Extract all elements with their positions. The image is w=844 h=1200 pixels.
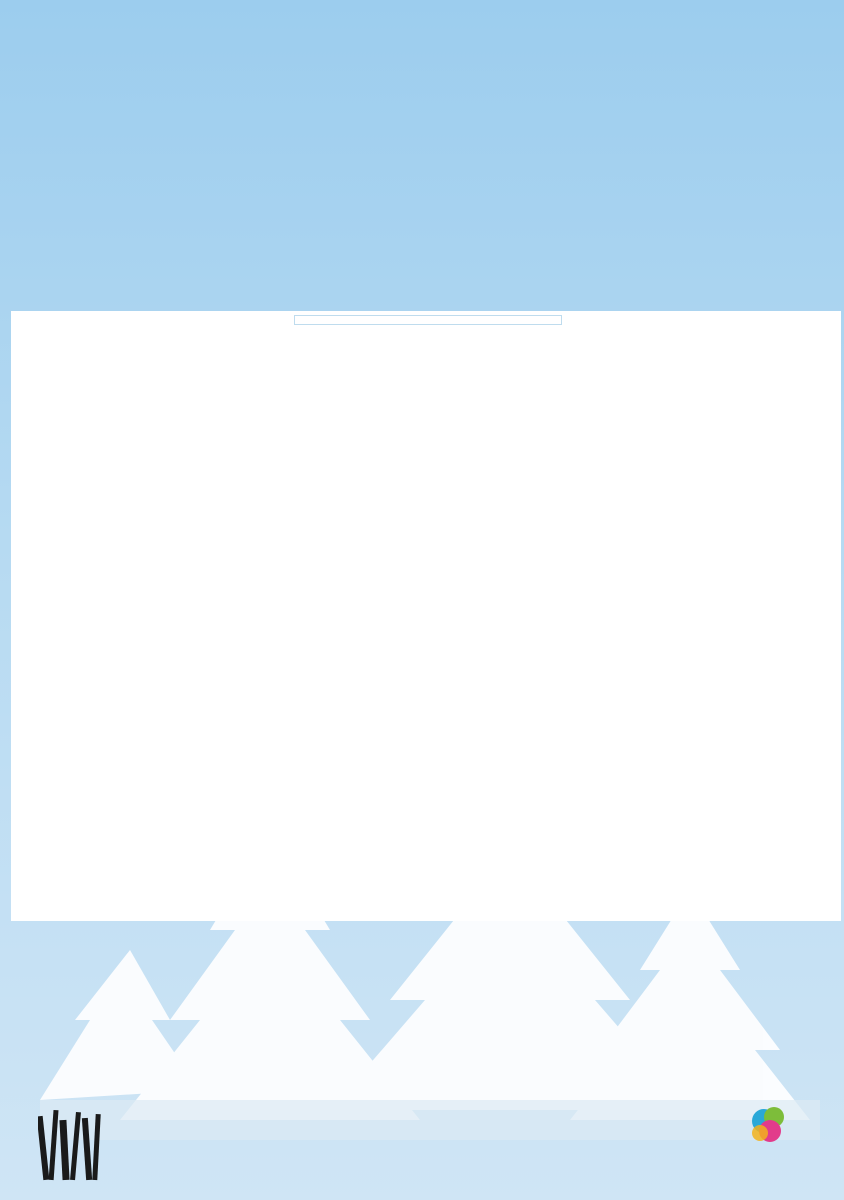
column-middle xyxy=(294,315,562,329)
top-rows xyxy=(295,316,561,324)
jaworzno-logo-icon xyxy=(712,1105,830,1197)
branch-card-continued xyxy=(294,315,562,325)
schedule-panel xyxy=(11,311,841,921)
festival-logo xyxy=(38,1106,104,1188)
